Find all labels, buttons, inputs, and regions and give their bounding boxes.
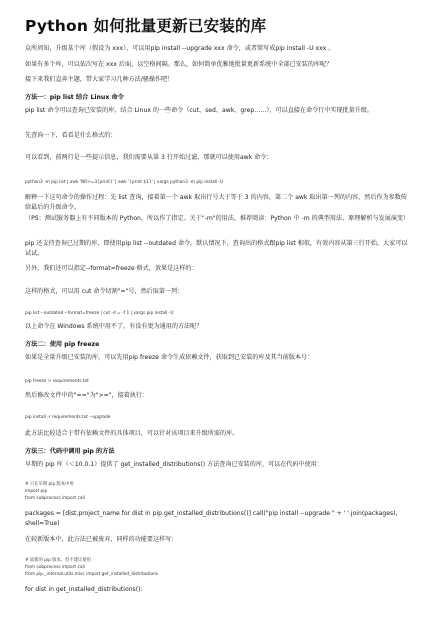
section3-paragraph-2: 在较新版本中，此方法已被废弃，同样的功能要这样写： (25, 536, 178, 543)
intro-paragraph-1: 众所周知，升级某个库（假设为 xxx），可以用pip install --upgrade xxx 命令，或者简写成pip install -U xxx 。 (25, 45, 335, 52)
code-snippet-freeze: pip freeze > requirements.txt (25, 379, 89, 384)
section2-paragraph-1: 如果是全量升级已安装的库，可以先用pip freeze 命令生成依赖文件，获取到已安装的库及其当前版本号： (25, 354, 314, 361)
section1-paragraph-6: pip 还支持查询已过期的库，即使用pip list --outdated 命令。默认情况下，查询出的格式跟pip list 相似，有效内容从第三行开始，大家可以试试。 (25, 240, 408, 257)
code-line: from pip._internal.utils.misc import get_installed_distributions (25, 572, 158, 577)
section2-paragraph-3: 此方法比较适合于带有依赖文件的具体项目，可以针对该项目来升级所需的库。 (25, 430, 239, 437)
section1-paragraph-3: 可以看到，前两行是一些提示信息，我们需要从第 3 行开始过滤，那就可以使用awk 命令： (25, 154, 273, 161)
code-line: # 只在早期 pip 版本中用 (25, 482, 74, 487)
intro-paragraph-2: 如果有多个库，可以依次写在 xxx 后面，以空格间隔。那么，如何简单优雅地批量更新系统中全部已安装的库呢？ (25, 61, 333, 68)
section1-paragraph-8: 这样的格式，可以用 cut 命令切割"="号，然后取第一列： (25, 288, 184, 295)
code-snippet-awk: python3 -m pip list | awk 'NR>=3{print}' | awk '{print $1}' | xargs python3 -m pip install -U (25, 180, 224, 185)
intro-paragraph-3: 接下来我们直奔主题，带大家学习几种方法/骚操作吧！ (25, 76, 174, 83)
section1-paragraph-5: （PS：测试服务器上有不同版本的 Python，所以作了指定。关于"-m"的用法，推荐阅读：Python 中 -m 的典型用法、原理解析与发展演变） (25, 215, 410, 222)
code-line: # 较新的 pip 版本。但不建议使用 (25, 558, 91, 563)
code-snippet-for-loop: for dist in get_installed_distributions(): (25, 586, 143, 593)
section1-paragraph-1: pip list 命令可以查询已安装的库，结合 Linux 的一些命令（cut、sed、awk、grep……），可以直接在命令行中实现批量升级。 (25, 107, 374, 114)
page-title: Python 如何批量更新已安装的库 (25, 17, 267, 35)
code-line: from subprocess import call (25, 565, 85, 570)
code-line: import pip (25, 489, 48, 494)
code-snippet-packages: packages = [dist.project_name for dist in pip.get_installed_distributions()] call("pip install --upgrade " + ' '.join(packages), shell=True) (25, 510, 398, 527)
section2-heading: 方法二：使用 pip freeze (25, 341, 100, 348)
code-snippet-requirements: pip install -r requirements.txt --upgrade (25, 415, 111, 420)
code-line: from subprocess import call (25, 496, 85, 501)
section1-paragraph-2: 先查询一下，看看是什么格式的： (25, 132, 117, 139)
section2-paragraph-2: 然后修改文件中的"=="为">="，接着执行： (25, 392, 149, 399)
section1-heading: 方法一：pip list 结合 Linux 命令 (25, 94, 124, 101)
section1-paragraph-4: 解释一下这句命令的操作过程：先 list 查询，接着第一个 awk 取出行号大于等于 3 的内容，第二个 awk 取出第一列的内容，然后作为参数传给最后的升级命令。 (25, 194, 407, 211)
section3-paragraph-1: 早期的 pip 库（＜10.0.1）提供了 get_installed_distributions() 方法查询已安装的库，可以在代码中使用： (25, 461, 323, 468)
section1-paragraph-7: 另外，我们还可以指定--format=freeze 格式，效果是这样的： (25, 265, 198, 272)
section1-paragraph-9: 以上命令在 Windows 系统中用不了。有没有更为通用的方法呢？ (25, 323, 203, 330)
section3-heading: 方法三：代码中调用 pip 的方法 (25, 448, 115, 455)
code-snippet-outdated: pip list --outdated --format=freeze | cut -d = -f 1 | xargs pip install -U (25, 311, 174, 316)
